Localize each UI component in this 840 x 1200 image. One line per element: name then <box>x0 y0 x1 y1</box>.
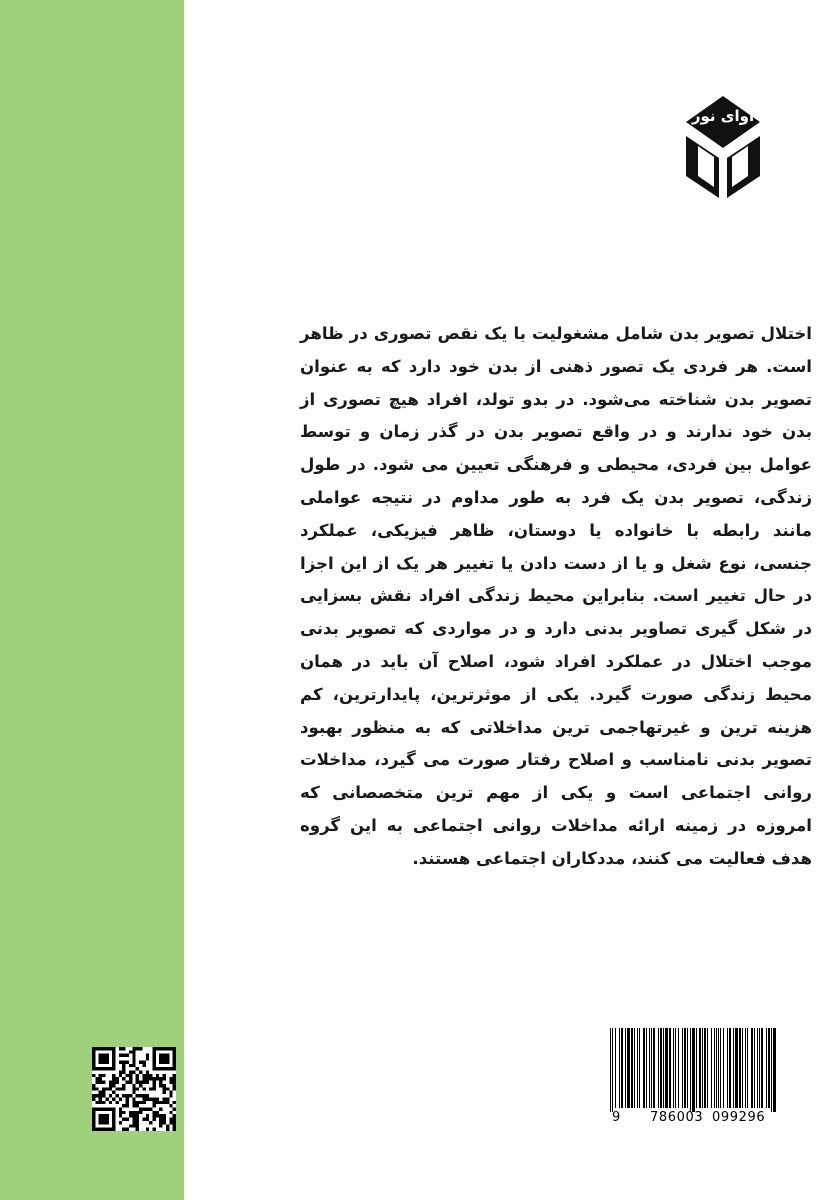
barcode-digits-right: 099296 <box>712 1110 766 1125</box>
green-spine-strip <box>0 0 184 1200</box>
barcode-digits-left: 786003 <box>650 1110 704 1125</box>
qr-code-icon <box>92 1047 176 1131</box>
back-cover-blurb: اختلال تصویر بدن شامل مشغولیت با یک نقص تصوری در ظاهر است. هر فردی یک تصور ذهنی از بدن خود دارد که به عنوان تصویر بدن شناخته می‌شود. در بدو تولد، افراد هیچ تصوری از بدن خود ندارند و در واقع تصویر بدن در گذر زمان و توسط عوامل بین فردی، محیطی و فرهنگی تعیین می شود. در طول زندگی، تصویر بدن یک فرد به طور مداوم در نتیجه عواملی مانند رابطه با خانواده یا دوستان، ظاهر فیزیکی، عملکرد جنسی، نوع شغل و یا از دست دادن یا تغییر هر یک از این اجزا در حال تغییر است. بنابراین محیط زندگی افراد نقش بسزایی در شکل گیری تصاویر بدنی دارد و در مواردی که تصویر بدنی موجب اختلال در عملکرد افراد شود، اصلاح آن باید در همان محیط زندگی صورت گیرد. یکی از موثرترین، پایدارترین، کم هزینه ترین و غیرتهاجمی ترین مداخلاتی که به منظور بهبود تصویر بدنی نامناسب و اصلاح رفتار صورت می گیرد، مداخلات روانی اجتماعی است و یکی از مهم ترین متخصصانی که امروزه در زمینه ارائه مداخلات روانی اجتماعی به این گروه هدف فعالیت می کنند، مددکاران اجتماعی هستند. <box>300 324 812 868</box>
publisher-logo <box>684 92 762 200</box>
barcode-digit-prefix: 9 <box>612 1110 621 1125</box>
qr-code <box>92 1047 176 1131</box>
isbn-barcode <box>602 1022 780 1130</box>
logo-wordmark: آوای نور <box>691 107 755 125</box>
